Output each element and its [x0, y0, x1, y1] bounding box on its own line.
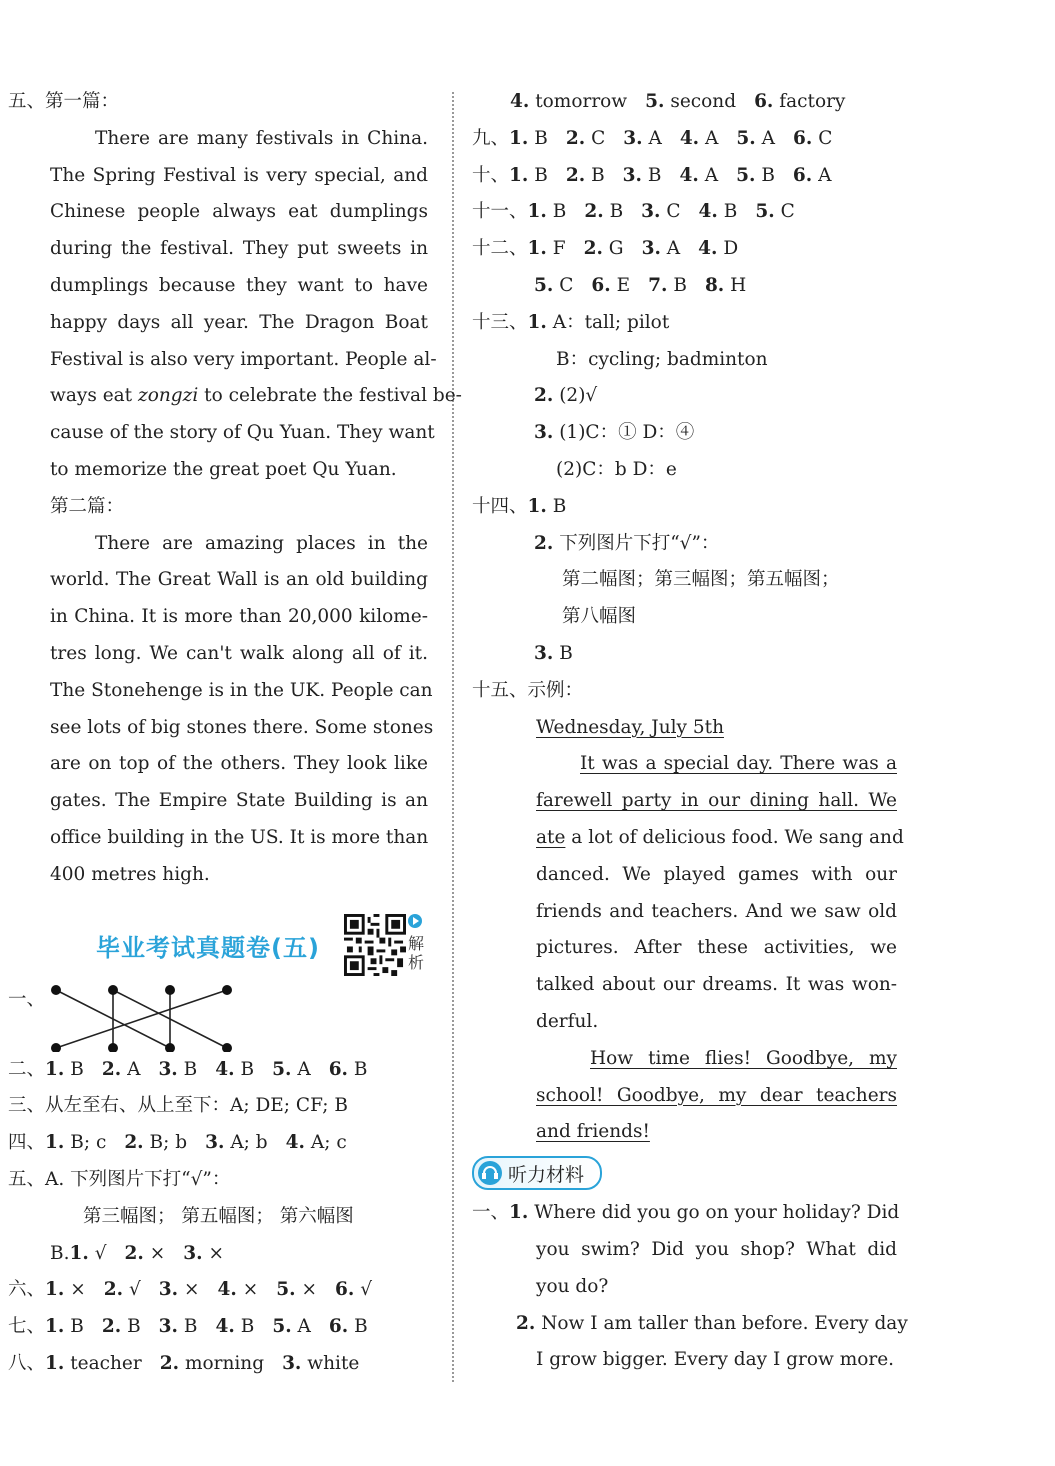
answer-text: A. 下列图片下打“√”：	[45, 1168, 231, 1190]
writing-line: derful.	[536, 1010, 599, 1032]
exam-title: 毕业考试真题卷(五)	[96, 933, 320, 962]
item-answer: C	[591, 127, 606, 149]
item-answer: A; b	[230, 1132, 268, 1154]
item-number: 3.	[205, 1132, 225, 1154]
item-number: 3.	[158, 1058, 178, 1080]
passage-line: Chinese people always eat dumplings	[50, 201, 428, 223]
item-number: 1.	[509, 1202, 529, 1224]
listening-text: Now I am taller than before. Every day	[541, 1312, 908, 1334]
item-answer: B; c	[70, 1132, 107, 1154]
passage-text: to celebrate the festival be-	[198, 385, 462, 407]
passage-line: The Stonehenge is in the UK. People can	[50, 679, 433, 701]
item-answer: B	[183, 1058, 198, 1080]
item-number: 6.	[334, 1279, 355, 1301]
section-prefix: 十三、	[472, 311, 528, 333]
item-number: 4.	[510, 91, 530, 112]
item-number: 3.	[158, 1316, 178, 1338]
answer-row	[472, 489, 897, 526]
match-dot	[51, 985, 61, 995]
item-answer: tomorrow	[535, 91, 628, 112]
item-answer: C	[818, 127, 833, 149]
item-number: 4.	[215, 1058, 235, 1080]
item-answer: A	[297, 1058, 311, 1080]
item-answer: A	[818, 164, 832, 186]
answer-row	[8, 1236, 428, 1273]
item-answer: B	[353, 1058, 368, 1080]
answer-row	[472, 268, 897, 305]
item-number: 2.	[584, 201, 604, 223]
item-answer: B	[534, 164, 548, 186]
passage-italic: zongzi	[137, 385, 199, 407]
passage-line: to memorize the great poet Qu Yuan.	[50, 458, 397, 480]
item-number: 6.	[328, 1058, 349, 1080]
item-answer: B	[183, 1316, 198, 1338]
answer-row	[472, 84, 897, 121]
matching-answer	[8, 982, 428, 1052]
item-number: 1.	[509, 164, 529, 186]
answer-text: A：tall; pilot	[552, 311, 670, 333]
left-column	[8, 84, 462, 1383]
item-answer: D	[723, 238, 739, 260]
matching-lines-diagram	[8, 982, 248, 1052]
item-answer: A	[704, 164, 719, 186]
listening-label: 听力材料	[508, 1163, 585, 1186]
item-answer: B	[552, 201, 567, 223]
item-number: 5.	[755, 201, 775, 223]
item-number: 5.	[534, 274, 554, 296]
passage-line: cause of the story of Qu Yuan. They want	[50, 422, 435, 444]
item-number: 2.	[101, 1316, 122, 1338]
item-number: 5.	[645, 91, 665, 112]
item-number: 4.	[285, 1132, 305, 1154]
item-number: 4.	[679, 164, 699, 186]
match-dot	[165, 1043, 175, 1052]
section-prefix: 五、	[8, 1168, 46, 1190]
section-prefix: 四、	[8, 1132, 46, 1154]
answer-row	[472, 231, 897, 268]
item-answer: A; c	[310, 1132, 347, 1154]
writing-line: school! Goodbye, my dear teachers	[536, 1084, 897, 1106]
item-number: 1.	[69, 1242, 89, 1264]
item-number: 6.	[754, 91, 774, 112]
answer-text: (2)√	[559, 385, 598, 407]
item-number: 1.	[45, 1132, 65, 1154]
answer-row	[472, 378, 897, 415]
match-dot	[165, 985, 175, 995]
answer-text: 示例：	[527, 679, 584, 701]
item-answer: C	[559, 274, 574, 296]
answer-row	[8, 1272, 428, 1309]
item-answer: B; b	[149, 1132, 188, 1154]
passage-line: world. The Great Wall is an old building	[50, 569, 428, 591]
answer-row	[472, 305, 897, 342]
exam-title-row	[8, 910, 428, 982]
match-dot	[51, 1043, 61, 1052]
item-answer: second	[670, 91, 737, 112]
item-number: 6.	[793, 127, 813, 149]
item-number: 6.	[591, 274, 611, 296]
item-number: 2.	[103, 1279, 124, 1301]
item-number: 2.	[124, 1132, 144, 1154]
item-answer: A	[297, 1316, 311, 1338]
writing-line	[536, 1114, 897, 1151]
item-number: 8.	[704, 274, 725, 296]
answer-row: 第三幅图； 第五幅图； 第六幅图	[83, 1205, 354, 1227]
item-number: 3.	[158, 1279, 179, 1301]
passage-line: 400 metres high.	[50, 863, 210, 885]
item-number: 1.	[527, 238, 547, 260]
item-number: 4.	[217, 1279, 237, 1301]
answer-row: (2)C：b D：e	[556, 458, 677, 480]
item-answer: B	[591, 164, 605, 186]
listening-text: Where did you go on your holiday? Did	[534, 1202, 900, 1224]
item-answer: E	[616, 274, 631, 296]
passage-line: dumplings because they want to have	[50, 274, 428, 296]
answer-row: 第八幅图	[562, 606, 637, 628]
match-line	[56, 990, 227, 1048]
answer-row: B：cycling; badminton	[556, 348, 768, 370]
qr-label-text: 解析	[408, 933, 425, 972]
item-number: 2.	[583, 238, 603, 260]
item-number: 4.	[698, 238, 718, 260]
section-prefix: 九、	[472, 127, 510, 149]
item-answer: ×	[301, 1279, 317, 1301]
item-number: 6.	[328, 1316, 349, 1338]
section-prefix: 十五、	[472, 679, 528, 701]
item-number: 4.	[679, 127, 700, 149]
play-icon	[408, 914, 422, 928]
item-number: 1.	[45, 1316, 65, 1338]
passage-line: in China. It is more than 20,000 kilome-	[50, 606, 428, 628]
item-number: 2.	[516, 1312, 536, 1334]
answer-row	[472, 526, 897, 563]
item-number: 4.	[215, 1316, 235, 1338]
item-answer: √	[128, 1279, 141, 1301]
answer-row	[8, 1346, 428, 1383]
item-number: 3.	[623, 127, 643, 149]
passage-line: There are amazing places in the	[95, 532, 428, 554]
match-dot	[108, 985, 118, 995]
listening-badge	[472, 1156, 602, 1190]
writing-line: pictures. After these activities, we	[536, 937, 897, 959]
answer-text: (1)C：① D：④	[559, 422, 695, 444]
passage-2	[8, 526, 434, 894]
item-answer: B	[534, 127, 548, 149]
answer-text: B	[552, 495, 567, 517]
item-number: 3.	[622, 164, 642, 186]
writing-text: a lot of delicious food. We sang and	[565, 826, 904, 848]
passage-line	[50, 378, 462, 415]
answer-row	[472, 415, 897, 452]
answer-row	[472, 194, 897, 231]
item-answer: A	[666, 238, 681, 260]
writing-line	[536, 820, 904, 857]
item-number: 2.	[124, 1242, 144, 1264]
item-answer: G	[608, 238, 624, 260]
answer-row	[472, 158, 897, 195]
item-number: 5.	[736, 164, 756, 186]
item-number: 3.	[534, 422, 554, 444]
listening-row: I grow bigger. Every day I grow more.	[536, 1349, 895, 1371]
answer-text: B	[559, 642, 573, 664]
item-number: 5.	[272, 1316, 292, 1338]
item-number: 3.	[641, 201, 661, 223]
item-number: 5.	[272, 1058, 292, 1080]
section-1-label: 一、	[8, 988, 46, 1010]
item-number: 1.	[527, 311, 547, 333]
section-prefix: 二、	[8, 1058, 46, 1080]
passage-line: Festival is also very important. People al-	[50, 348, 437, 370]
item-number: 1.	[45, 1058, 65, 1080]
item-answer: ×	[183, 1279, 200, 1301]
item-answer: H	[730, 274, 747, 296]
passage-line: tres long. We can't walk along all of it.	[50, 642, 428, 664]
writing-line: talked about our dreams. It was won-	[536, 974, 897, 996]
item-answer: B	[127, 1316, 141, 1338]
passage-line: gates. The Empire State Building is an	[50, 790, 428, 812]
item-answer: B	[70, 1058, 84, 1080]
item-number: 2.	[159, 1352, 180, 1374]
writing-line	[536, 710, 897, 747]
item-number: 1.	[45, 1352, 65, 1374]
answer-row	[472, 636, 897, 673]
item-number: 2.	[565, 164, 586, 186]
column-divider	[452, 92, 454, 1382]
item-number: 1.	[45, 1279, 65, 1301]
item-answer: ×	[208, 1242, 224, 1264]
answer-row	[8, 1125, 428, 1162]
item-number: 1.	[527, 201, 547, 223]
writing-line: How time flies! Goodbye, my	[590, 1047, 897, 1069]
passage-line: are on top of the others. They look like	[50, 753, 428, 775]
section-prefix: 十四、	[472, 495, 528, 517]
answer-row: 三、从左至右、从上至下：A; DE; CF; B	[8, 1095, 348, 1117]
item-number: 1.	[509, 127, 529, 149]
section-prefix: 十一、	[472, 201, 528, 223]
item-number: 5.	[276, 1279, 296, 1301]
answer-row: 第二幅图；第三幅图；第五幅图；	[562, 569, 840, 591]
item-number: 3.	[534, 642, 554, 664]
item-answer: B	[354, 1316, 368, 1338]
answer-row	[472, 121, 897, 158]
right-column	[472, 84, 908, 1379]
listening-row	[472, 1306, 908, 1343]
passage-line: see lots of big stones there. Some stones	[50, 716, 434, 738]
writing-date: Wednesday, July 5th	[536, 716, 724, 738]
passage-1	[8, 121, 462, 489]
item-number: 2.	[565, 127, 586, 149]
answer-row	[8, 1162, 428, 1199]
item-answer: morning	[184, 1352, 265, 1374]
writing-underlined: ate	[536, 826, 566, 848]
item-number: 2.	[534, 532, 554, 554]
item-number: 7.	[648, 274, 668, 296]
item-answer: √	[94, 1242, 107, 1264]
item-answer: B	[723, 201, 738, 223]
qr-label	[408, 914, 428, 972]
passage-line: happy days all year. The Dragon Boat	[50, 311, 428, 333]
section-prefix: 一、	[472, 1202, 510, 1224]
writing-line: farewell party in our dining hall. We	[536, 790, 897, 812]
item-answer: ×	[149, 1242, 166, 1264]
item-answer: white	[307, 1352, 360, 1374]
item-number: 3.	[183, 1242, 203, 1264]
answer-row	[8, 1052, 428, 1089]
passage-line: There are many festivals in China.	[95, 127, 428, 149]
item-answer: factory	[779, 91, 846, 112]
item-number: 3.	[282, 1352, 302, 1374]
listening-row: you do?	[536, 1275, 609, 1297]
item-number: 4.	[698, 201, 718, 223]
item-answer: teacher	[70, 1352, 142, 1374]
item-answer: C	[666, 201, 681, 223]
section-5-label: 五、第一篇：	[8, 91, 120, 112]
item-number: 6.	[792, 164, 813, 186]
writing-line: danced. We played games with our	[536, 863, 897, 885]
qr-code-icon[interactable]	[344, 914, 406, 976]
item-answer: B	[240, 1316, 255, 1338]
item-answer: B	[609, 201, 624, 223]
item-answer: B	[70, 1316, 84, 1338]
listening-row: you swim? Did you shop? What did	[536, 1238, 897, 1260]
listening-header	[472, 1151, 897, 1195]
item-number: 2.	[101, 1058, 122, 1080]
writing-line: friends and teachers. And we saw old	[536, 900, 897, 922]
item-answer: ×	[242, 1279, 259, 1301]
item-answer: A	[705, 127, 719, 149]
item-number: 5.	[736, 127, 756, 149]
passage-line: The Spring Festival is very special, and	[50, 164, 428, 186]
match-dot	[222, 1043, 232, 1052]
item-answer: A	[761, 127, 775, 149]
writing-sample	[472, 710, 904, 1152]
passage-line: during the festival. They put sweets in	[50, 238, 428, 260]
item-answer: √	[360, 1279, 372, 1301]
item-answer: F	[552, 238, 566, 260]
item-answer: A	[127, 1058, 141, 1080]
writing-line: It was a special day. There was a	[580, 753, 897, 775]
item-number: 2.	[534, 385, 554, 407]
item-answer: B	[647, 164, 662, 186]
listening-row	[472, 1195, 900, 1232]
answer-row	[472, 673, 897, 710]
section-prefix: B.	[50, 1242, 70, 1264]
item-number: 3.	[641, 238, 661, 260]
item-answer: B	[673, 274, 687, 296]
item-answer: ×	[70, 1279, 86, 1301]
passage-line: office building in the US. It is more than	[50, 826, 429, 848]
answer-text: 下列图片下打“√”：	[559, 532, 720, 554]
section-prefix: 八、	[8, 1352, 46, 1374]
item-answer: C	[780, 201, 795, 223]
item-number: 1.	[527, 495, 547, 517]
passage-text: ways eat	[50, 385, 138, 407]
match-dot	[108, 1043, 118, 1052]
item-answer: B	[240, 1058, 255, 1080]
item-answer: A	[648, 127, 662, 149]
writing-underlined: and friends!	[536, 1121, 650, 1143]
passage-2-label: 第二篇：	[50, 495, 125, 517]
match-dot	[222, 985, 232, 995]
section-prefix: 七、	[8, 1316, 46, 1338]
section-prefix: 十二、	[472, 238, 528, 260]
section-prefix: 六、	[8, 1279, 46, 1301]
answer-row	[8, 1309, 428, 1346]
section-prefix: 十、	[472, 164, 510, 186]
headphones-icon	[478, 1161, 502, 1185]
item-answer: B	[761, 164, 775, 186]
